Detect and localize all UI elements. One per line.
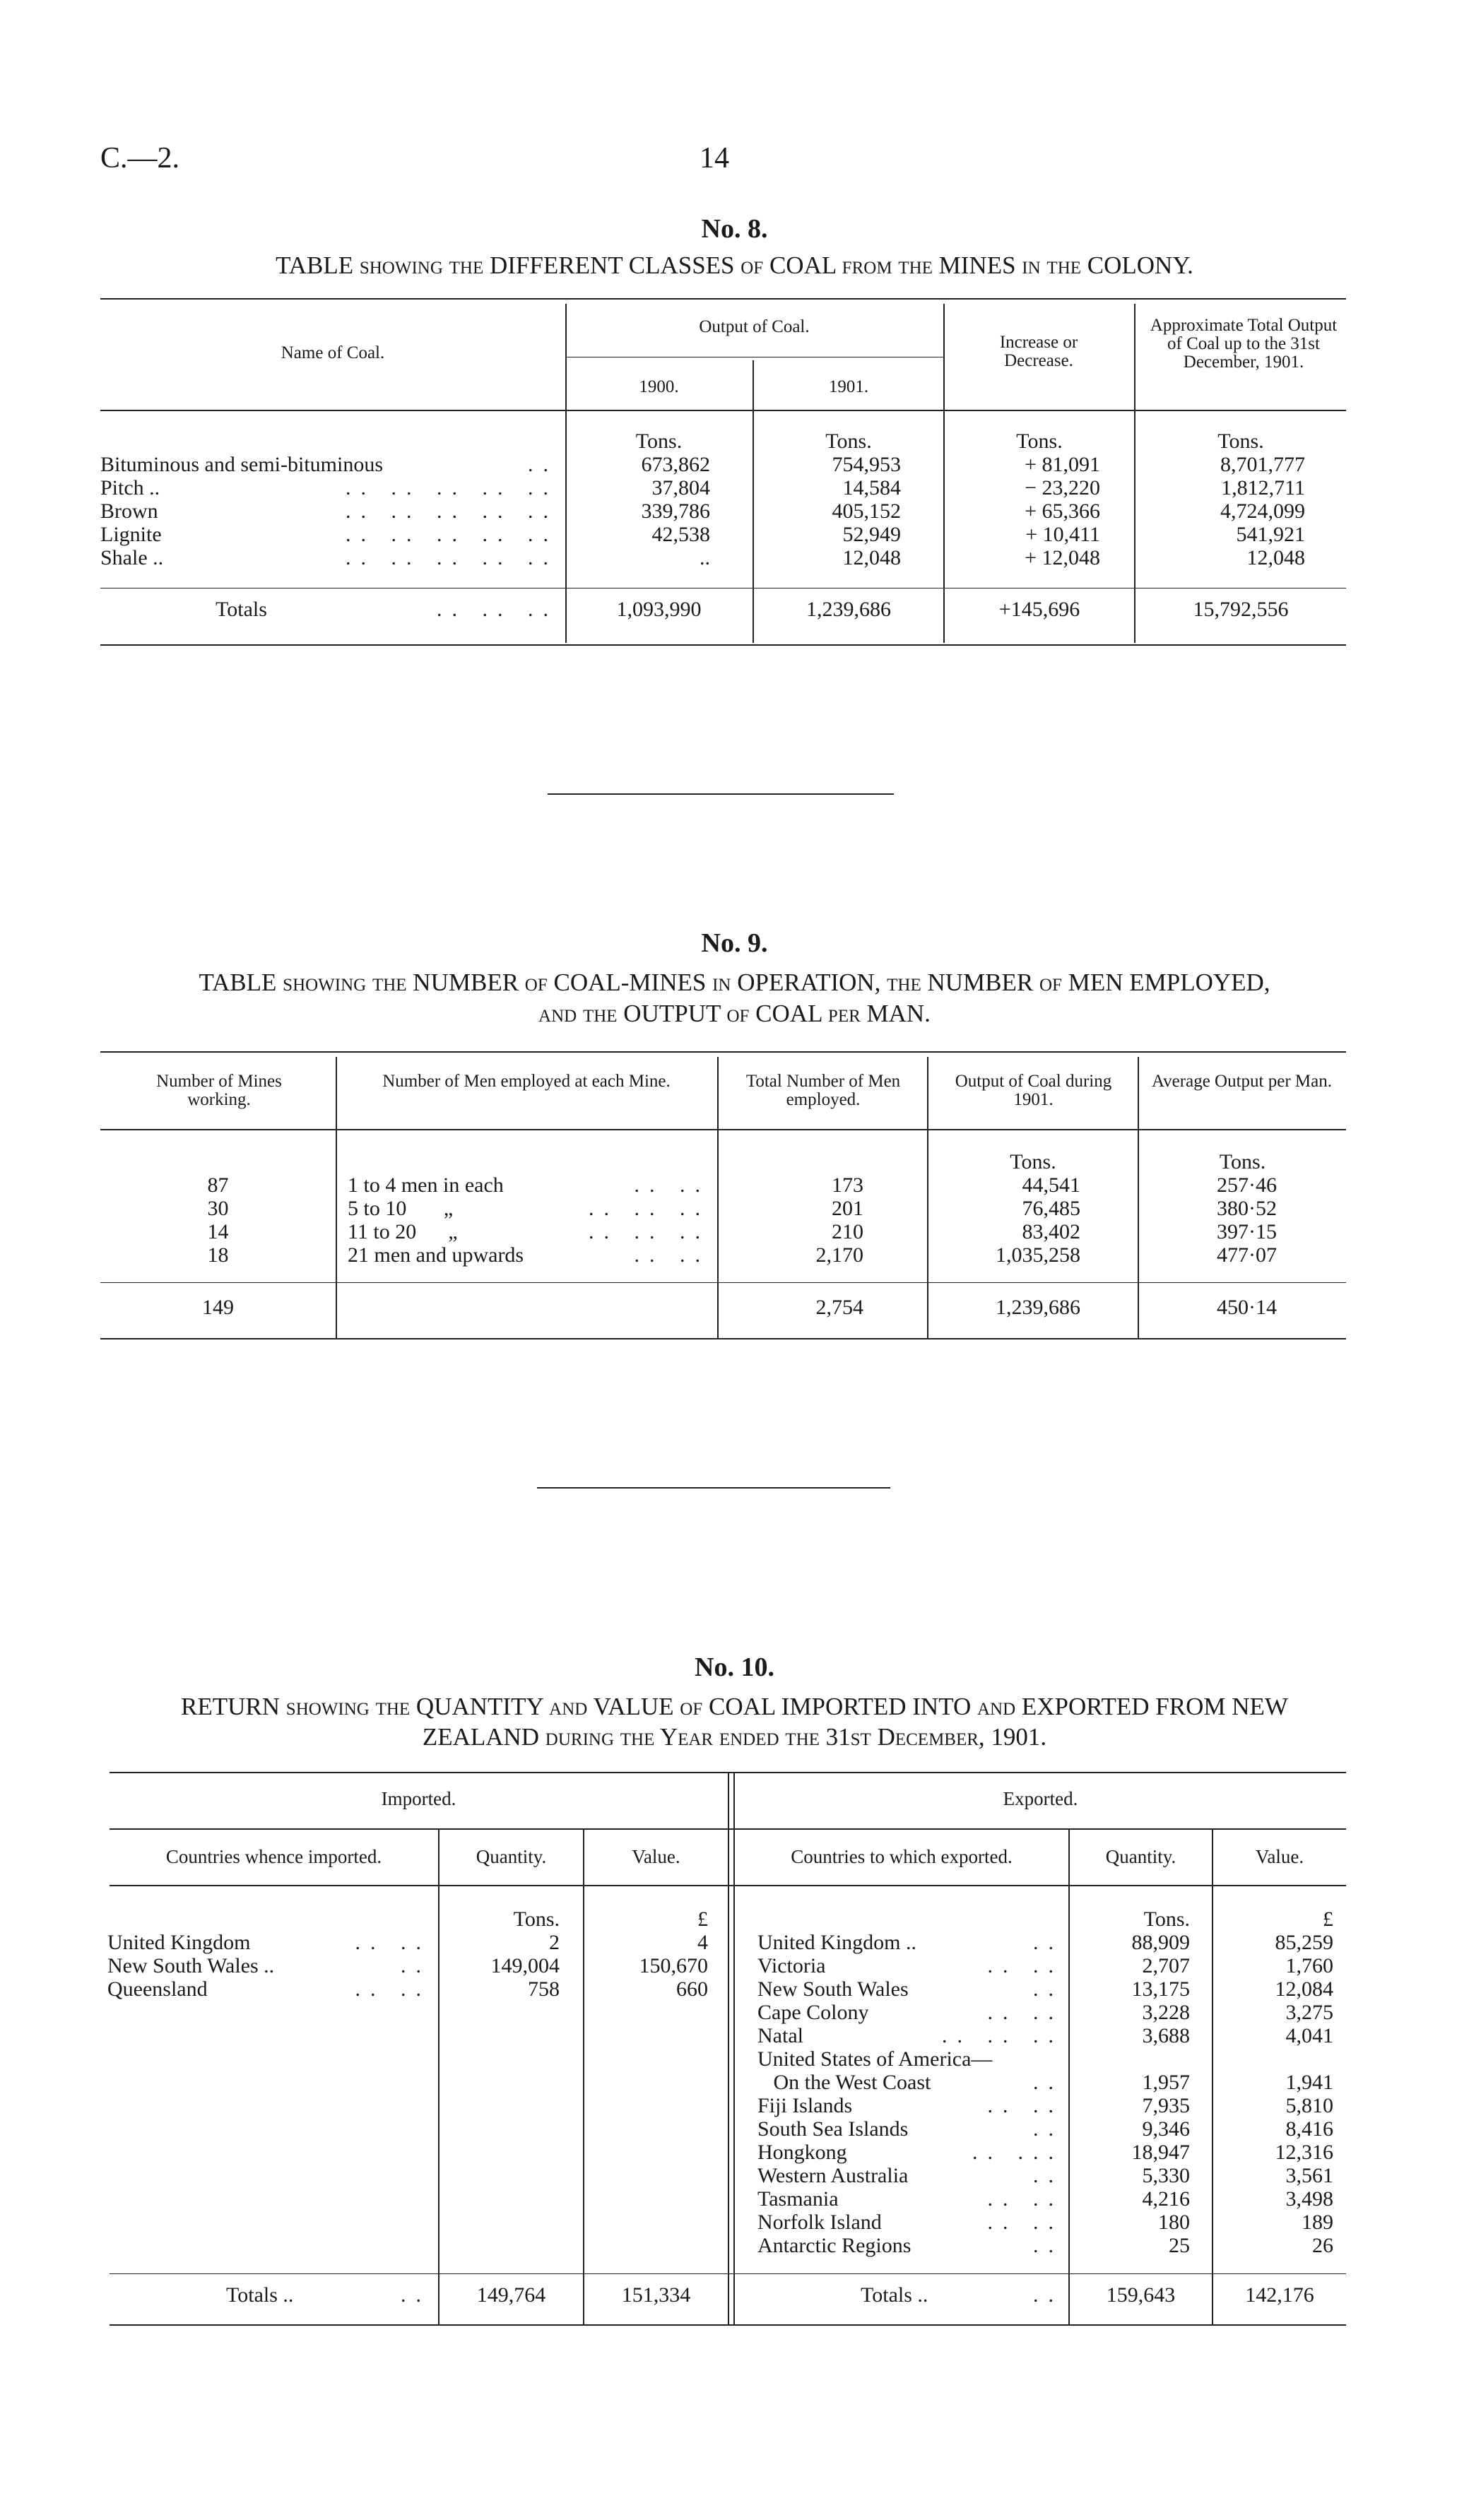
table10-exp-col-quantity: Quantity. bbox=[1105, 1846, 1176, 1867]
table-cell-quantity: 180 bbox=[1158, 2211, 1190, 2234]
table9-header-mines: Number of Mines working. bbox=[156, 1072, 282, 1109]
table-cell-quantity: 2,707 bbox=[1142, 1954, 1190, 1977]
leader-dots: .. .. .. .. .. bbox=[346, 499, 558, 523]
table-cell-quantity: 5,330 bbox=[1142, 2164, 1190, 2187]
table-cell-mines: 87 bbox=[207, 1173, 229, 1197]
table10-imp-units-qty: Tons. bbox=[513, 1907, 560, 1931]
table10-exp-total-value: 142,176 bbox=[1245, 2283, 1314, 2307]
table8-header-increase: Increase or Decrease. bbox=[999, 333, 1078, 370]
table8-total-1900: 1,093,990 bbox=[616, 598, 702, 621]
table-cell-country: Western Australia bbox=[757, 2164, 909, 2187]
leader-dots: .. .. .. .. .. bbox=[346, 476, 558, 499]
table-cell-quantity: 25 bbox=[1169, 2234, 1190, 2257]
table10-imp-col-country: Countries whence imported. bbox=[165, 1846, 382, 1867]
table8-header-output: Output of Coal. bbox=[699, 317, 810, 336]
table-cell-quantity: 18,947 bbox=[1131, 2141, 1190, 2164]
table-cell-quantity: 7,935 bbox=[1142, 2094, 1190, 2117]
table-cell-group: 1 to 4 men in each bbox=[348, 1173, 504, 1197]
leader-dots bbox=[940, 2047, 1063, 2071]
table-cell-value: 1,760 bbox=[1285, 1954, 1333, 1977]
table-cell-total: 12,048 bbox=[1246, 546, 1305, 569]
table8-units-1901: Tons. bbox=[825, 430, 872, 453]
table9-top-rule bbox=[100, 1051, 1346, 1053]
table-cell-output: 1,035,258 bbox=[996, 1243, 1080, 1267]
table-cell-value: 3,275 bbox=[1285, 2001, 1333, 2024]
table10-totals-rule bbox=[110, 2273, 1346, 2274]
table10-imp-col-value: Value. bbox=[632, 1846, 680, 1867]
table10-subheading-rule bbox=[110, 1828, 1346, 1830]
table-cell-value: 8,416 bbox=[1285, 2117, 1333, 2141]
leader-dots: .. .. .. bbox=[942, 2024, 1063, 2047]
table-cell-mines: 18 bbox=[207, 1243, 229, 1267]
table-cell-1901: 14,584 bbox=[842, 476, 901, 499]
table10-exp-units-qty: Tons. bbox=[1143, 1907, 1190, 1931]
table9-totals-rule bbox=[100, 1282, 1346, 1283]
table-cell-country: New South Wales .. bbox=[107, 1954, 275, 1977]
leader-dots: .. .. bbox=[634, 1173, 710, 1197]
table-cell-1900: 673,862 bbox=[641, 453, 710, 476]
table-cell-value: 1,941 bbox=[1285, 2071, 1333, 2094]
table10-exp-col-country: Countries to which exported. bbox=[791, 1846, 1013, 1867]
leader-dots: .. bbox=[1033, 2117, 1063, 2141]
table-cell-total: 541,921 bbox=[1236, 523, 1305, 546]
table10-exp-units-val: £ bbox=[1323, 1907, 1333, 1931]
leader-dots: .. .. bbox=[987, 2094, 1063, 2117]
table10-imp-units-val: £ bbox=[697, 1907, 708, 1931]
leader-dots: .. bbox=[528, 453, 558, 476]
table-cell-men: 201 bbox=[832, 1197, 863, 1220]
leader-dots: .. bbox=[1033, 1931, 1063, 1954]
table-cell-value: 150,670 bbox=[639, 1954, 708, 1977]
table10-imp-vline-1 bbox=[438, 1830, 439, 2324]
table-cell-1900: 37,804 bbox=[651, 476, 710, 499]
table10-header-rule bbox=[110, 1885, 1346, 1886]
leader-dots: .. bbox=[1033, 2283, 1063, 2307]
leader-dots: .. .. bbox=[355, 1977, 431, 2001]
table-cell-country: Tasmania bbox=[757, 2187, 839, 2211]
leader-dots: .. .. .. bbox=[589, 1197, 710, 1220]
table8-header-1901: 1901. bbox=[828, 377, 869, 396]
table-cell-country: Natal bbox=[757, 2024, 803, 2047]
table-cell-men: 173 bbox=[832, 1173, 863, 1197]
table-cell-total: 8,701,777 bbox=[1220, 453, 1305, 476]
table-cell-value: 4,041 bbox=[1285, 2024, 1333, 2047]
table10-imported-heading: Imported. bbox=[381, 1788, 456, 1809]
table10-double-rule-a bbox=[728, 1772, 729, 2324]
table-cell-country: United Kingdom .. bbox=[757, 1931, 916, 1954]
leader-dots: .. .. bbox=[987, 2001, 1063, 2024]
table-row-name: Shale .. bbox=[100, 546, 164, 569]
table8-top-rule bbox=[100, 298, 1346, 300]
doc-reference: C.—2. bbox=[100, 142, 180, 174]
table8-units-total: Tons. bbox=[1217, 430, 1264, 453]
table-cell-change: + 12,048 bbox=[1025, 546, 1100, 569]
table-cell-average: 477·07 bbox=[1217, 1243, 1277, 1267]
table8-total-change: +145,696 bbox=[998, 598, 1080, 621]
table8-header-1900: 1900. bbox=[639, 377, 679, 396]
table8-totals-label: Totals bbox=[216, 598, 267, 621]
table8-bottom-rule bbox=[100, 644, 1346, 646]
table-cell-country: On the West Coast bbox=[757, 2071, 931, 2094]
table-cell-change: + 81,091 bbox=[1025, 453, 1100, 476]
table-cell-value bbox=[1213, 2047, 1333, 2071]
table-cell-country: Norfolk Island bbox=[757, 2211, 882, 2234]
table9-total-average: 450·14 bbox=[1217, 1296, 1277, 1319]
table-cell-quantity: 4,216 bbox=[1142, 2187, 1190, 2211]
leader-dots: .. .. .. bbox=[437, 598, 558, 621]
table-cell-value: 26 bbox=[1312, 2234, 1333, 2257]
table8-header-name: Name of Coal. bbox=[281, 343, 385, 362]
table-cell-mines: 30 bbox=[207, 1197, 229, 1220]
table-cell-average: 257·46 bbox=[1217, 1173, 1277, 1197]
table-cell-value: 660 bbox=[676, 1977, 708, 2001]
leader-dots: .. .. bbox=[987, 1954, 1063, 1977]
table-cell-quantity: 3,228 bbox=[1142, 2001, 1190, 2024]
table8-total-1901: 1,239,686 bbox=[806, 598, 891, 621]
leader-dots: .. .. bbox=[987, 2187, 1063, 2211]
table10-exp-totals-label: Totals .. bbox=[861, 2283, 928, 2307]
section-divider bbox=[548, 793, 894, 795]
table-cell-group: 5 to 10 „ bbox=[348, 1197, 454, 1220]
table-cell-country: United Kingdom bbox=[107, 1931, 251, 1954]
table-cell-1901: 754,953 bbox=[832, 453, 901, 476]
table-cell-quantity: 88,909 bbox=[1131, 1931, 1190, 1954]
table-cell-value: 5,810 bbox=[1285, 2094, 1333, 2117]
table-cell-country: Antarctic Regions bbox=[757, 2234, 912, 2257]
table10-imp-total-quantity: 149,764 bbox=[476, 2283, 546, 2307]
table-cell-quantity: 9,346 bbox=[1142, 2117, 1190, 2141]
table-cell-quantity: 758 bbox=[528, 1977, 560, 2001]
table-cell-country: United States of America— bbox=[757, 2047, 993, 2071]
table-cell-quantity bbox=[1070, 2047, 1190, 2071]
table-cell-country: New South Wales bbox=[757, 1977, 909, 2001]
table10-title-line2: ZEALAND during the Year ended the 31st December, 1901. bbox=[422, 1723, 1047, 1751]
leader-dots: .. bbox=[1033, 2164, 1063, 2187]
table-cell-total: 4,724,099 bbox=[1220, 499, 1305, 523]
table9-header-men-each: Number of Men employed at each Mine. bbox=[382, 1072, 671, 1091]
table-row-name: Lignite bbox=[100, 523, 162, 546]
table-cell-value: 12,084 bbox=[1275, 1977, 1333, 2001]
table-cell-output: 76,485 bbox=[1022, 1197, 1080, 1220]
table9-total-mines: 149 bbox=[202, 1296, 234, 1319]
table-cell-output: 83,402 bbox=[1022, 1220, 1080, 1243]
table10-title-line1: RETURN showing the QUANTITY and VALUE of COAL IMPORTED INTO and EXPORTED FROM NEW bbox=[181, 1693, 1288, 1720]
table9-header-total-men: Total Number of Men employed. bbox=[745, 1072, 901, 1109]
table-cell-quantity: 1,957 bbox=[1142, 2071, 1190, 2094]
leader-dots: .. .. bbox=[355, 1931, 431, 1954]
table-cell-change: + 65,366 bbox=[1025, 499, 1100, 523]
table8-units-1900: Tons. bbox=[635, 430, 683, 453]
table10-number: No. 10. bbox=[695, 1652, 774, 1682]
page-number: 14 bbox=[700, 142, 729, 174]
table-cell-output: 44,541 bbox=[1022, 1173, 1080, 1197]
table-cell-1901: 12,048 bbox=[842, 546, 901, 569]
table-cell-1900: .. bbox=[700, 546, 710, 569]
table-cell-quantity: 13,175 bbox=[1131, 1977, 1190, 2001]
table8-header-approx: Approximate Total Output of Coal up to the 31st December, 1901. bbox=[1150, 316, 1338, 372]
table-cell-average: 380·52 bbox=[1217, 1197, 1277, 1220]
table-cell-change: − 23,220 bbox=[1025, 476, 1100, 499]
leader-dots: .. bbox=[1033, 2234, 1063, 2257]
table-cell-men: 2,170 bbox=[815, 1243, 863, 1267]
table9-units-output: Tons. bbox=[1010, 1150, 1056, 1173]
table10-bottom-rule bbox=[110, 2324, 1346, 2326]
table9-number: No. 9. bbox=[701, 928, 768, 958]
table10-exp-total-quantity: 159,643 bbox=[1106, 2283, 1176, 2307]
leader-dots: .. bbox=[1033, 2071, 1063, 2094]
table-cell-men: 210 bbox=[832, 1220, 863, 1243]
table8-units-change: Tons. bbox=[1016, 430, 1063, 453]
table9-title-line1: TABLE showing the NUMBER of COAL-MINES in OPERATION, the NUMBER of MEN EMPLOYED, bbox=[199, 969, 1270, 996]
table-cell-country: Victoria bbox=[757, 1954, 826, 1977]
leader-dots: .. .. .. bbox=[589, 1220, 710, 1243]
table-cell-change: + 10,411 bbox=[1025, 523, 1100, 546]
table-cell-value: 4 bbox=[697, 1931, 708, 1954]
table-cell-value: 189 bbox=[1302, 2211, 1333, 2234]
table-cell-country: Fiji Islands bbox=[757, 2094, 853, 2117]
table8-total-approx: 15,792,556 bbox=[1193, 598, 1289, 621]
table-cell-country: Hongkong bbox=[757, 2141, 847, 2164]
table-cell-quantity: 3,688 bbox=[1142, 2024, 1190, 2047]
leader-dots: .. bbox=[1033, 1977, 1063, 2001]
leader-dots: .. .. bbox=[634, 1243, 710, 1267]
table9-bottom-rule bbox=[100, 1338, 1346, 1339]
table-cell-quantity: 149,004 bbox=[490, 1954, 560, 1977]
table-row-name: Pitch .. bbox=[100, 476, 160, 499]
table-cell-value: 12,316 bbox=[1275, 2141, 1333, 2164]
leader-dots: .. bbox=[401, 1954, 431, 1977]
table-cell-country: South Sea Islands bbox=[757, 2117, 909, 2141]
table8-header-rule bbox=[100, 410, 1346, 411]
table-row-name: Brown bbox=[100, 499, 158, 523]
table10-imp-totals-label: Totals .. bbox=[226, 2283, 294, 2307]
table9-title-line2: and the OUTPUT of COAL per MAN. bbox=[538, 1000, 931, 1027]
leader-dots: .. ... bbox=[972, 2141, 1063, 2164]
table10-imp-col-quantity: Quantity. bbox=[476, 1846, 547, 1867]
leader-dots: .. .. .. .. .. bbox=[346, 546, 558, 569]
table-cell-1901: 405,152 bbox=[832, 499, 901, 523]
table-cell-value: 85,259 bbox=[1275, 1931, 1333, 1954]
table-cell-country: Cape Colony bbox=[757, 2001, 869, 2024]
table-cell-total: 1,812,711 bbox=[1221, 476, 1305, 499]
table8-number: No. 8. bbox=[701, 214, 768, 244]
table10-exp-col-value: Value. bbox=[1255, 1846, 1304, 1867]
table-cell-1900: 339,786 bbox=[641, 499, 710, 523]
table-cell-1900: 42,538 bbox=[651, 523, 710, 546]
leader-dots: .. bbox=[401, 2283, 431, 2307]
table10-imp-total-value: 151,334 bbox=[621, 2283, 691, 2307]
table-cell-value: 3,498 bbox=[1285, 2187, 1333, 2211]
table9-header-average: Average Output per Man. bbox=[1151, 1072, 1332, 1091]
table-cell-quantity: 2 bbox=[549, 1931, 560, 1954]
table-cell-country: Queensland bbox=[107, 1977, 208, 2001]
table9-total-output: 1,239,686 bbox=[996, 1296, 1080, 1319]
table10-exported-heading: Exported. bbox=[1003, 1788, 1078, 1809]
table-cell-group: 21 men and upwards bbox=[348, 1243, 524, 1267]
table10-imp-vline-2 bbox=[583, 1830, 584, 2324]
table-row-name: Bituminous and semi-bituminous bbox=[100, 453, 384, 476]
table-cell-average: 397·15 bbox=[1217, 1220, 1277, 1243]
leader-dots: .. .. bbox=[987, 2211, 1063, 2234]
table9-units-average: Tons. bbox=[1219, 1150, 1266, 1173]
table9-header-rule bbox=[100, 1129, 1346, 1130]
table-cell-1901: 52,949 bbox=[842, 523, 901, 546]
table8-title: TABLE showing the DIFFERENT CLASSES of COAL from the MINES in the COLONY. bbox=[276, 252, 1193, 279]
table-cell-mines: 14 bbox=[207, 1220, 229, 1243]
table9-header-output: Output of Coal during 1901. bbox=[955, 1072, 1112, 1109]
table-cell-group: 11 to 20 „ bbox=[348, 1220, 458, 1243]
leader-dots: .. .. .. .. .. bbox=[346, 523, 558, 546]
section-divider bbox=[537, 1487, 890, 1489]
table9-vline-1 bbox=[336, 1057, 337, 1338]
table-cell-value: 3,561 bbox=[1285, 2164, 1333, 2187]
table9-total-men: 2,754 bbox=[815, 1296, 863, 1319]
